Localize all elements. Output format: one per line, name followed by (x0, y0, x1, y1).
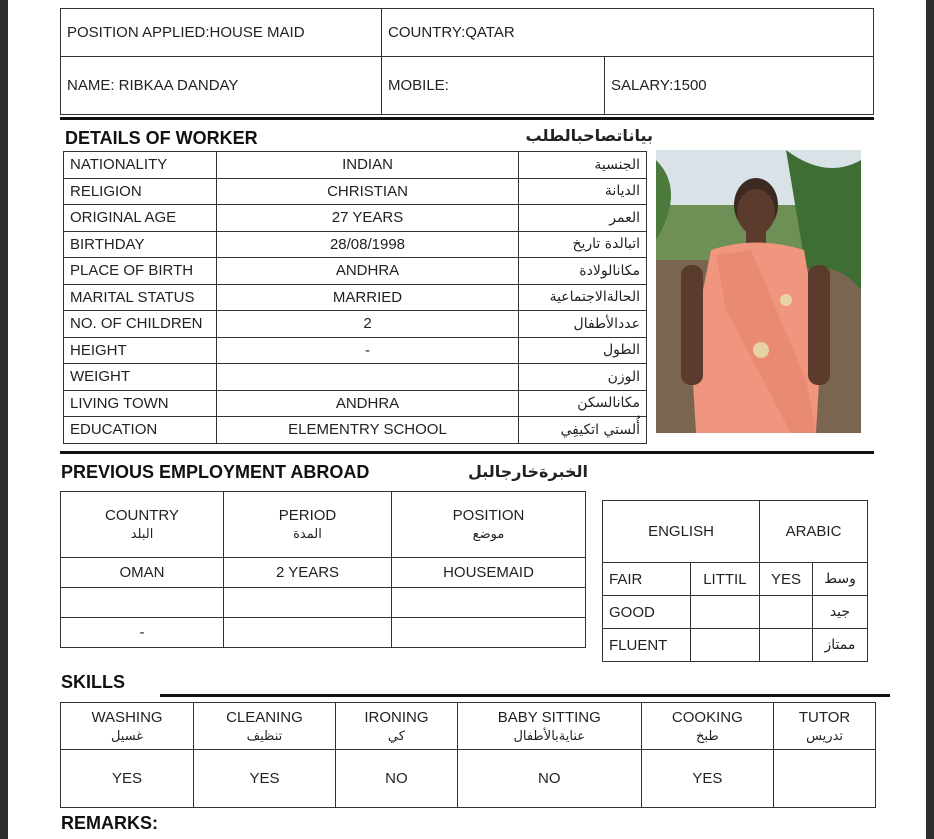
worker-row (64, 284, 647, 311)
skill-name: CLEANING (226, 708, 303, 726)
worker-field-value: 27 YEARS (217, 205, 519, 232)
employment-cell (61, 588, 224, 618)
worker-field-value (217, 364, 519, 391)
language-row (603, 596, 868, 629)
worker-field-label-ar: الوزن (519, 364, 647, 391)
worker-row (64, 417, 647, 444)
worker-field-value: 28/08/1998 (217, 231, 519, 258)
skill-name: WASHING (91, 708, 163, 726)
worker-field-label: HEIGHT (64, 337, 217, 364)
language-row (603, 563, 868, 596)
worker-row (64, 205, 647, 232)
employment-cell (224, 618, 392, 648)
language-cell (760, 629, 813, 662)
worker-field-label-ar: عددالأطفال (519, 311, 647, 338)
worker-field-label: NO. OF CHILDREN (64, 311, 217, 338)
skills-section-title: SKILLS (61, 672, 126, 692)
skill-name-ar: تنظيف (246, 728, 283, 744)
worker-row (64, 258, 647, 285)
skill-header-cell (774, 703, 876, 750)
employment-section-title-ar: الخبرةخارجالبل (467, 462, 588, 481)
worker-row (64, 231, 647, 258)
language-cell: ممتاز (812, 629, 867, 662)
employment-table (60, 491, 586, 648)
language-english: ENGLISH (603, 501, 760, 563)
skill-name: IRONING (364, 708, 429, 726)
worker-field-label-ar: الديانة (519, 178, 647, 205)
divider-worker (60, 117, 874, 120)
language-arabic: ARABIC (760, 501, 868, 563)
worker-field-label-ar: الحالةالاجتماعية (519, 284, 647, 311)
language-cell: GOOD (603, 596, 691, 629)
language-cell: FAIR (603, 563, 691, 596)
skill-header-cell (457, 703, 641, 750)
worker-field-label-ar: العمر (519, 205, 647, 232)
worker-field-label: LIVING TOWN (64, 390, 217, 417)
language-cell (760, 596, 813, 629)
worker-field-label: BIRTHDAY (64, 231, 217, 258)
language-table (602, 500, 868, 662)
worker-field-label: EDUCATION (64, 417, 217, 444)
language-cell: FLUENT (603, 629, 691, 662)
skill-header-cell (194, 703, 336, 750)
employment-section-title: PREVIOUS EMPLOYMENT ABROAD (61, 462, 370, 482)
employment-header-en: PERIOD (278, 507, 337, 524)
worker-field-label-ar: الجنسية (519, 152, 647, 179)
worker-section-title-ar: بياناتصاحبالطلب (525, 126, 653, 145)
employment-cell: 2 YEARS (224, 558, 392, 588)
skill-value (774, 750, 876, 808)
employment-cell: - (61, 618, 224, 648)
worker-field-value: - (217, 337, 519, 364)
worker-row (64, 364, 647, 391)
skill-name: COOKING (671, 708, 743, 726)
employment-header-cell (392, 492, 586, 558)
employment-header-ar: المدة (293, 527, 322, 542)
employment-header-ar: موضع (472, 527, 505, 542)
employment-row (61, 618, 586, 648)
employment-cell: OMAN (61, 558, 224, 588)
worker-field-value: ANDHRA (217, 390, 519, 417)
worker-row (64, 178, 647, 205)
worker-field-label-ar: اتبالدة تاريخ (519, 231, 647, 258)
worker-field-label: MARITAL STATUS (64, 284, 217, 311)
worker-field-label: PLACE OF BIRTH (64, 258, 217, 285)
language-cell: وسط (812, 563, 867, 596)
skill-name-ar: كي (387, 728, 405, 744)
worker-field-value: 2 (217, 311, 519, 338)
skill-name: BABY SITTING (497, 708, 601, 726)
worker-field-label-ar: مكانالسكن (519, 390, 647, 417)
worker-row (64, 311, 647, 338)
worker-field-label: NATIONALITY (64, 152, 217, 179)
employment-row (61, 588, 586, 618)
worker-row (64, 390, 647, 417)
skill-name-ar: طبخ (696, 728, 719, 744)
worker-details-table (63, 151, 647, 444)
skill-value: YES (194, 750, 336, 808)
language-cell (690, 596, 759, 629)
skill-header-cell (335, 703, 457, 750)
employment-header-cell (61, 492, 224, 558)
worker-section-title: DETAILS OF WORKER (65, 128, 258, 148)
language-cell (690, 629, 759, 662)
worker-field-value: ANDHRA (217, 258, 519, 285)
position-applied: POSITION APPLIED:HOUSE MAID (61, 9, 382, 57)
mobile: MOBILE: (382, 57, 605, 115)
skills-table (60, 702, 876, 808)
worker-name: NAME: RIBKAA DANDAY (61, 57, 382, 115)
skill-header-cell (641, 703, 774, 750)
divider-skills (160, 694, 890, 697)
skill-name: TUTOR (798, 708, 851, 726)
employment-cell: HOUSEMAID (392, 558, 586, 588)
remarks-label: REMARKS: (61, 813, 158, 833)
skill-name-ar: غسيل (110, 728, 144, 744)
employment-row (61, 558, 586, 588)
language-cell: LITTIL (690, 563, 759, 596)
skill-header-cell (61, 703, 194, 750)
skill-value: YES (641, 750, 774, 808)
worker-field-label-ar: الطول (519, 337, 647, 364)
worker-field-label-ar: أُلستي اتكيفِي (519, 417, 647, 444)
employment-header-ar: البلد (130, 527, 154, 542)
skill-value: NO (457, 750, 641, 808)
worker-field-value: CHRISTIAN (217, 178, 519, 205)
language-cell: جيد (812, 596, 867, 629)
header-table (60, 8, 874, 115)
worker-field-value: INDIAN (217, 152, 519, 179)
worker-field-label: WEIGHT (64, 364, 217, 391)
divider-employment (60, 451, 874, 454)
skill-value: YES (61, 750, 194, 808)
employment-header-en: POSITION (452, 507, 525, 524)
worker-field-label: ORIGINAL AGE (64, 205, 217, 232)
employment-cell (392, 588, 586, 618)
worker-row (64, 152, 647, 179)
language-cell: YES (760, 563, 813, 596)
language-row (603, 629, 868, 662)
skill-name-ar: عنايةبالأطفال (513, 728, 586, 744)
employment-cell (392, 618, 586, 648)
employment-header-en: COUNTRY (105, 507, 179, 524)
worker-field-value: MARRIED (217, 284, 519, 311)
country: COUNTRY:QATAR (382, 9, 874, 57)
salary: SALARY:1500 (605, 57, 874, 115)
worker-field-value: ELEMENTRY SCHOOL (217, 417, 519, 444)
employment-header-cell (224, 492, 392, 558)
cv-page (8, 0, 926, 839)
worker-field-label-ar: مكانالولادة (519, 258, 647, 285)
employment-cell (224, 588, 392, 618)
skill-value: NO (335, 750, 457, 808)
worker-row (64, 337, 647, 364)
skill-name-ar: تدريس (806, 728, 844, 744)
worker-photo (656, 150, 861, 433)
worker-field-label: RELIGION (64, 178, 217, 205)
